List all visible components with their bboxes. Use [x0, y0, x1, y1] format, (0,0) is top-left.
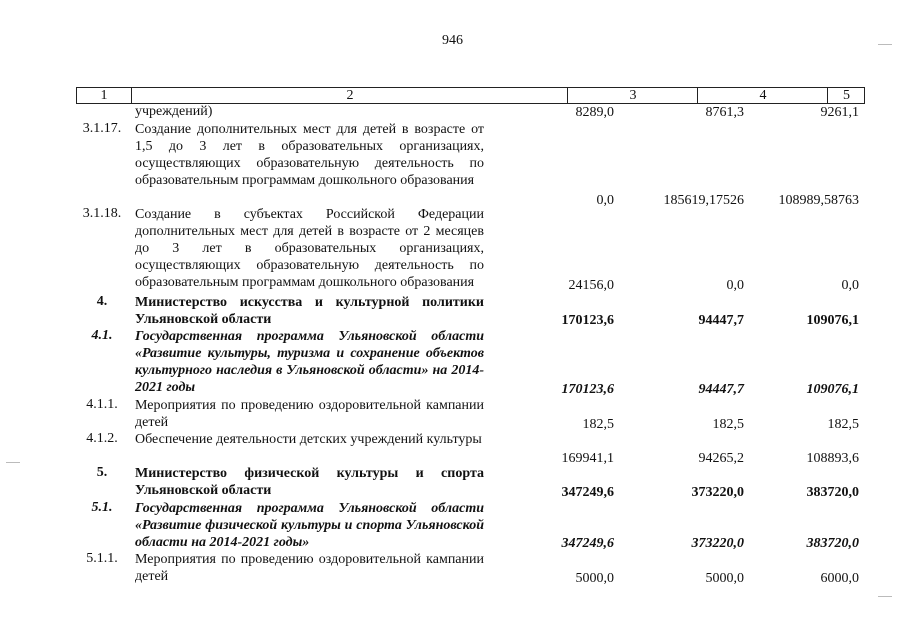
row-number: 5.1. — [91, 500, 113, 515]
row-text: Министерство физической культуры и спорта Ульяновской области — [135, 466, 484, 498]
row-number: 3.1.18. — [82, 206, 122, 221]
row-number: 4.1. — [91, 328, 113, 343]
row-value-col3: 0,0 — [596, 193, 614, 208]
row-value-col4: 373220,0 — [691, 536, 744, 551]
header-col-2: 2 — [131, 88, 568, 103]
row-number: 3.1.17. — [82, 121, 122, 136]
row-text: Мероприятия по проведению оздоровительной кампании детей — [135, 398, 484, 430]
row-value-col3: 5000,0 — [575, 571, 614, 586]
row-value-col4: 5000,0 — [705, 571, 744, 586]
table-header — [76, 87, 865, 104]
row-text: учреждений) — [135, 104, 213, 119]
row-value-col4: 185619,17526 — [663, 193, 744, 208]
row-text: Министерство искусства и культурной политики Ульяновской области — [135, 295, 484, 327]
row-value-col5: 9261,1 — [820, 105, 859, 120]
row-number: 5. — [96, 465, 108, 480]
row-value-col4: 94447,7 — [698, 313, 744, 328]
row-value-col4: 0,0 — [726, 278, 744, 293]
row-value-col5: 182,5 — [827, 417, 859, 432]
row-value-col3: 347249,6 — [561, 536, 614, 551]
row-value-col3: 24156,0 — [568, 278, 614, 293]
row-number: 5.1.1. — [86, 551, 118, 566]
row-text: Обеспечение деятельности детских учреждений культуры — [135, 432, 482, 447]
row-value-col5: 0,0 — [841, 278, 859, 293]
row-value-col4: 94447,7 — [698, 382, 744, 397]
row-text: Мероприятия по проведению оздоровительной кампании детей — [135, 552, 484, 584]
row-number: 4.1.1. — [86, 397, 118, 412]
header-col-4: 4 — [697, 88, 828, 103]
scan-mark — [878, 596, 892, 597]
row-value-col4: 8761,3 — [705, 105, 744, 120]
row-value-col4: 373220,0 — [691, 485, 744, 500]
row-value-col5: 383720,0 — [806, 485, 859, 500]
scan-mark — [878, 44, 892, 45]
row-value-col3: 347249,6 — [561, 485, 614, 500]
header-col-1: 1 — [100, 88, 108, 103]
row-value-col3: 169941,1 — [561, 451, 614, 466]
row-value-col4: 94265,2 — [698, 451, 744, 466]
row-value-col5: 108893,6 — [806, 451, 859, 466]
row-number: 4.1.2. — [86, 431, 118, 446]
row-value-col5: 109076,1 — [806, 313, 859, 328]
row-text: Создание дополнительных мест для детей в возрасте от 1,5 до 3 лет в образовательных организациях, осуществляющих образовательную деятельность по образовательным программам дошкольного образования — [135, 122, 484, 188]
header-col-5: 5 — [827, 88, 865, 103]
row-text: Государственная программа Ульяновской области «Развитие культуры, туризма и сохранение объектов культурного наследия в Ульяновской области» на 2014-2021 годы — [135, 329, 484, 395]
row-value-col3: 170123,6 — [561, 382, 614, 397]
row-value-col4: 182,5 — [712, 417, 744, 432]
row-text: Государственная программа Ульяновской области «Развитие физической культуры и спорта Ульяновской области на 2014-2021 годы» — [135, 501, 484, 550]
header-col-3: 3 — [567, 88, 698, 103]
row-text: Создание в субъектах Российской Федерации дополнительных мест для детей в возрасте от 2 месяцев до 3 лет в образовательных организациях, осуществляющих образовательную деятельность по образовательным программам дошкольного образования — [135, 207, 484, 290]
row-number: 4. — [96, 294, 108, 309]
row-value-col3: 182,5 — [582, 417, 614, 432]
row-value-col5: 108989,58763 — [778, 193, 859, 208]
row-value-col5: 6000,0 — [820, 571, 859, 586]
row-value-col3: 170123,6 — [561, 313, 614, 328]
scan-mark — [6, 462, 20, 463]
row-value-col5: 109076,1 — [806, 382, 859, 397]
row-value-col5: 383720,0 — [806, 536, 859, 551]
page-number: 946 — [442, 33, 463, 48]
row-value-col3: 8289,0 — [575, 105, 614, 120]
